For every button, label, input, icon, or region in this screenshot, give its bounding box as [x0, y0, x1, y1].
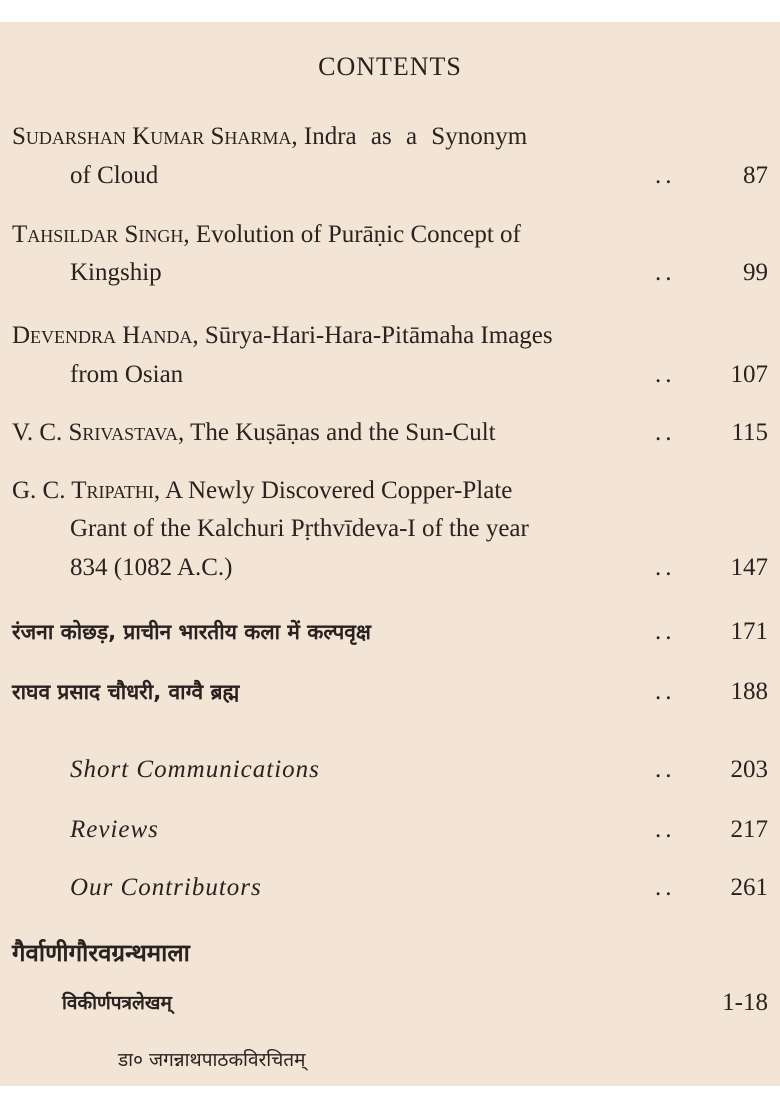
entry-title-cont: Grant of the Kalchuri Pṛthvīdeva-I of the year	[70, 515, 529, 542]
leader-dots: ..	[655, 816, 676, 843]
page-number: 261	[730, 874, 768, 901]
toc-entry-hindi-2: राघव प्रसाद चौधरी, वाग्वै ब्रह्म	[12, 680, 240, 704]
series-author: डा० जगन्नाथपाठकविरचितम्	[118, 1049, 306, 1071]
page-number: 171	[730, 618, 768, 645]
author: Sudarshan Kumar Sharma,	[12, 123, 298, 150]
leader-dots: ..	[655, 259, 676, 286]
page-number: 1-18	[722, 989, 768, 1016]
page-number: 147	[730, 554, 768, 581]
page-number: 217	[730, 816, 768, 843]
toc-entry-5	[12, 476, 512, 506]
page-number: 188	[730, 678, 768, 705]
series-work: विकीर्णपत्रलेखम्	[62, 992, 172, 1014]
page-number: 99	[743, 259, 768, 286]
entry-title-cont: Kingship	[70, 259, 162, 286]
page-number: 87	[743, 162, 768, 189]
section-short-communications: Short Communications	[70, 756, 320, 783]
page-number: 107	[730, 361, 768, 388]
toc-entry-4	[12, 418, 496, 448]
leader-dots: ..	[655, 756, 676, 783]
author: G. C. Tripathi,	[12, 477, 161, 504]
leader-dots: ..	[655, 554, 676, 581]
entry-title: A Newly Discovered Copper-Plate	[165, 477, 513, 504]
leader-dots: ..	[655, 162, 676, 189]
entry-title: Sūrya-Hari-Hara-Pitāmaha Images	[204, 322, 553, 349]
series-title: गैर्वाणीगौरवग्रन्थमाला	[12, 939, 190, 967]
author: Devendra Handa,	[12, 322, 199, 349]
section-our-contributors: Our Contributors	[70, 874, 262, 901]
entry-title-cont: 834 (1082 A.C.)	[70, 554, 233, 581]
leader-dots: ..	[655, 618, 676, 645]
page-number: 115	[731, 419, 768, 446]
section-reviews: Reviews	[70, 816, 159, 843]
toc-entry-hindi-1: रंजना कोछड़, प्राचीन भारतीय कला में कल्पवृक्ष	[12, 620, 371, 644]
toc-entry-2	[12, 220, 521, 250]
toc-entry-1	[12, 122, 527, 152]
entry-title: Evolution of Purāṇic Concept of	[195, 221, 521, 248]
entry-title-cont: from Osian	[70, 361, 184, 388]
page-number: 203	[730, 756, 768, 783]
leader-dots: ..	[655, 361, 676, 388]
entry-title: Indra as a Synonym	[303, 123, 528, 150]
author: Tahsildar Singh,	[12, 221, 190, 248]
toc-entry-3	[12, 321, 553, 351]
leader-dots: ..	[655, 874, 676, 901]
leader-dots: ..	[655, 419, 676, 446]
author: V. C. Srivastava,	[12, 419, 185, 446]
entry-title-cont: of Cloud	[70, 162, 159, 189]
leader-dots: ..	[655, 678, 676, 705]
page-title: CONTENTS	[318, 52, 462, 81]
entry-title: The Kuṣāṇas and the Sun-Cult	[190, 419, 496, 446]
